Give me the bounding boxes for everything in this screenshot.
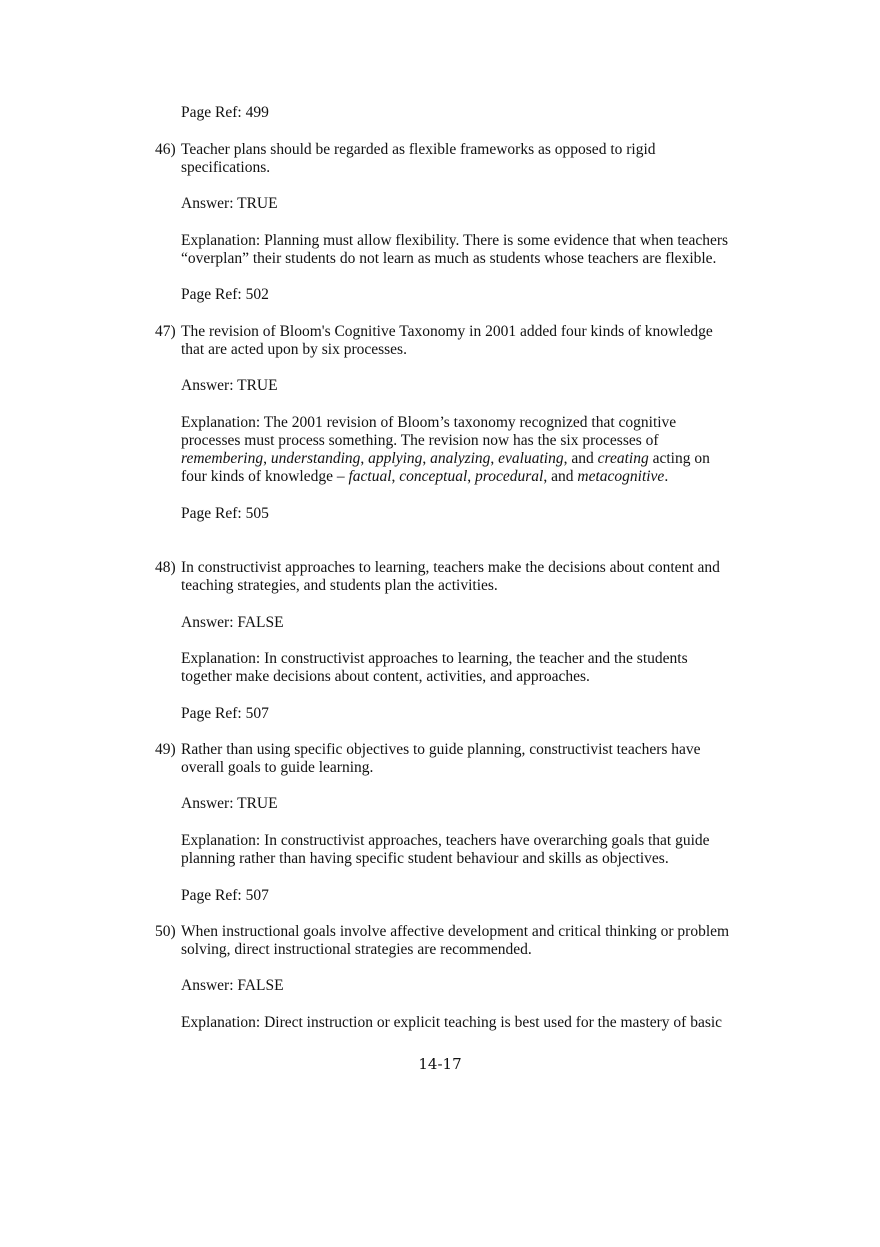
page-ref: Page Ref: 507 — [181, 705, 269, 722]
explanation: remembering, understanding, applying, analyzing, evaluating, and creating acting on — [181, 450, 710, 467]
question-text: When instructional goals involve affective development and critical thinking or problem — [181, 923, 730, 940]
question-text: overall goals to guide learning. — [181, 759, 374, 776]
question-number: 49) — [155, 741, 176, 758]
question-text: In constructivist approaches to learning, teachers make the decisions about content and — [181, 559, 720, 576]
answer: Answer: FALSE — [181, 614, 284, 631]
explanation: planning rather than having specific student behaviour and skills as objectives. — [181, 850, 669, 867]
explanation: Explanation: Planning must allow flexibility. There is some evidence that when teachers — [181, 232, 729, 249]
term: analyzing — [430, 450, 491, 467]
answer: Answer: TRUE — [181, 377, 278, 394]
term: evaluating — [498, 450, 564, 467]
question-number: 48) — [155, 559, 176, 576]
question-text: that are acted upon by six processes. — [181, 341, 407, 358]
page-ref: Page Ref: 502 — [181, 286, 269, 303]
term: conceptual — [399, 468, 468, 485]
term: metacognitive — [577, 468, 665, 485]
term: remembering — [181, 450, 264, 467]
explanation: four kinds of knowledge – factual, conceptual, procedural, and metacognitive. — [181, 468, 669, 485]
question-number: 46) — [155, 141, 176, 158]
page-number: 14-17 — [418, 1055, 462, 1073]
answer: Answer: TRUE — [181, 795, 278, 812]
question-text: Rather than using specific objectives to guide planning, constructivist teachers have — [181, 741, 701, 758]
term: understanding — [270, 450, 361, 467]
explanation: Explanation: In constructivist approaches to learning, the teacher and the students — [181, 650, 688, 667]
page-ref: Page Ref: 507 — [181, 887, 269, 904]
explanation: Explanation: The 2001 revision of Bloom’s taxonomy recognized that cognitive — [181, 414, 677, 431]
term: factual — [348, 468, 392, 485]
question-number: 50) — [155, 923, 176, 940]
explanation: together make decisions about content, activities, and approaches. — [181, 668, 590, 685]
explanation: Explanation: In constructivist approaches, teachers have overarching goals that guide — [181, 832, 710, 849]
term: procedural — [475, 468, 544, 485]
page-ref: Page Ref: 505 — [181, 505, 269, 522]
answer: Answer: FALSE — [181, 977, 284, 994]
question-number: 47) — [155, 323, 176, 340]
explanation: “overplan” their students do not learn as much as students whose teachers are flexible. — [181, 250, 717, 267]
question-text: teaching strategies, and students plan the activities. — [181, 577, 498, 594]
question-text: Teacher plans should be regarded as flexible frameworks as opposed to rigid — [181, 141, 656, 158]
question-text: solving, direct instructional strategies are recommended. — [181, 941, 532, 958]
question-text: The revision of Bloom's Cognitive Taxonomy in 2001 added four kinds of knowledge — [181, 323, 713, 340]
answer: Answer: TRUE — [181, 195, 278, 212]
explanation: Explanation: Direct instruction or explicit teaching is best used for the mastery of basic — [181, 1014, 723, 1031]
term: creating — [597, 450, 649, 467]
term: applying — [368, 450, 423, 467]
page-ref: Page Ref: 499 — [181, 104, 269, 121]
question-text: specifications. — [181, 159, 271, 176]
explanation: processes must process something. The revision now has the six processes of — [181, 432, 659, 449]
